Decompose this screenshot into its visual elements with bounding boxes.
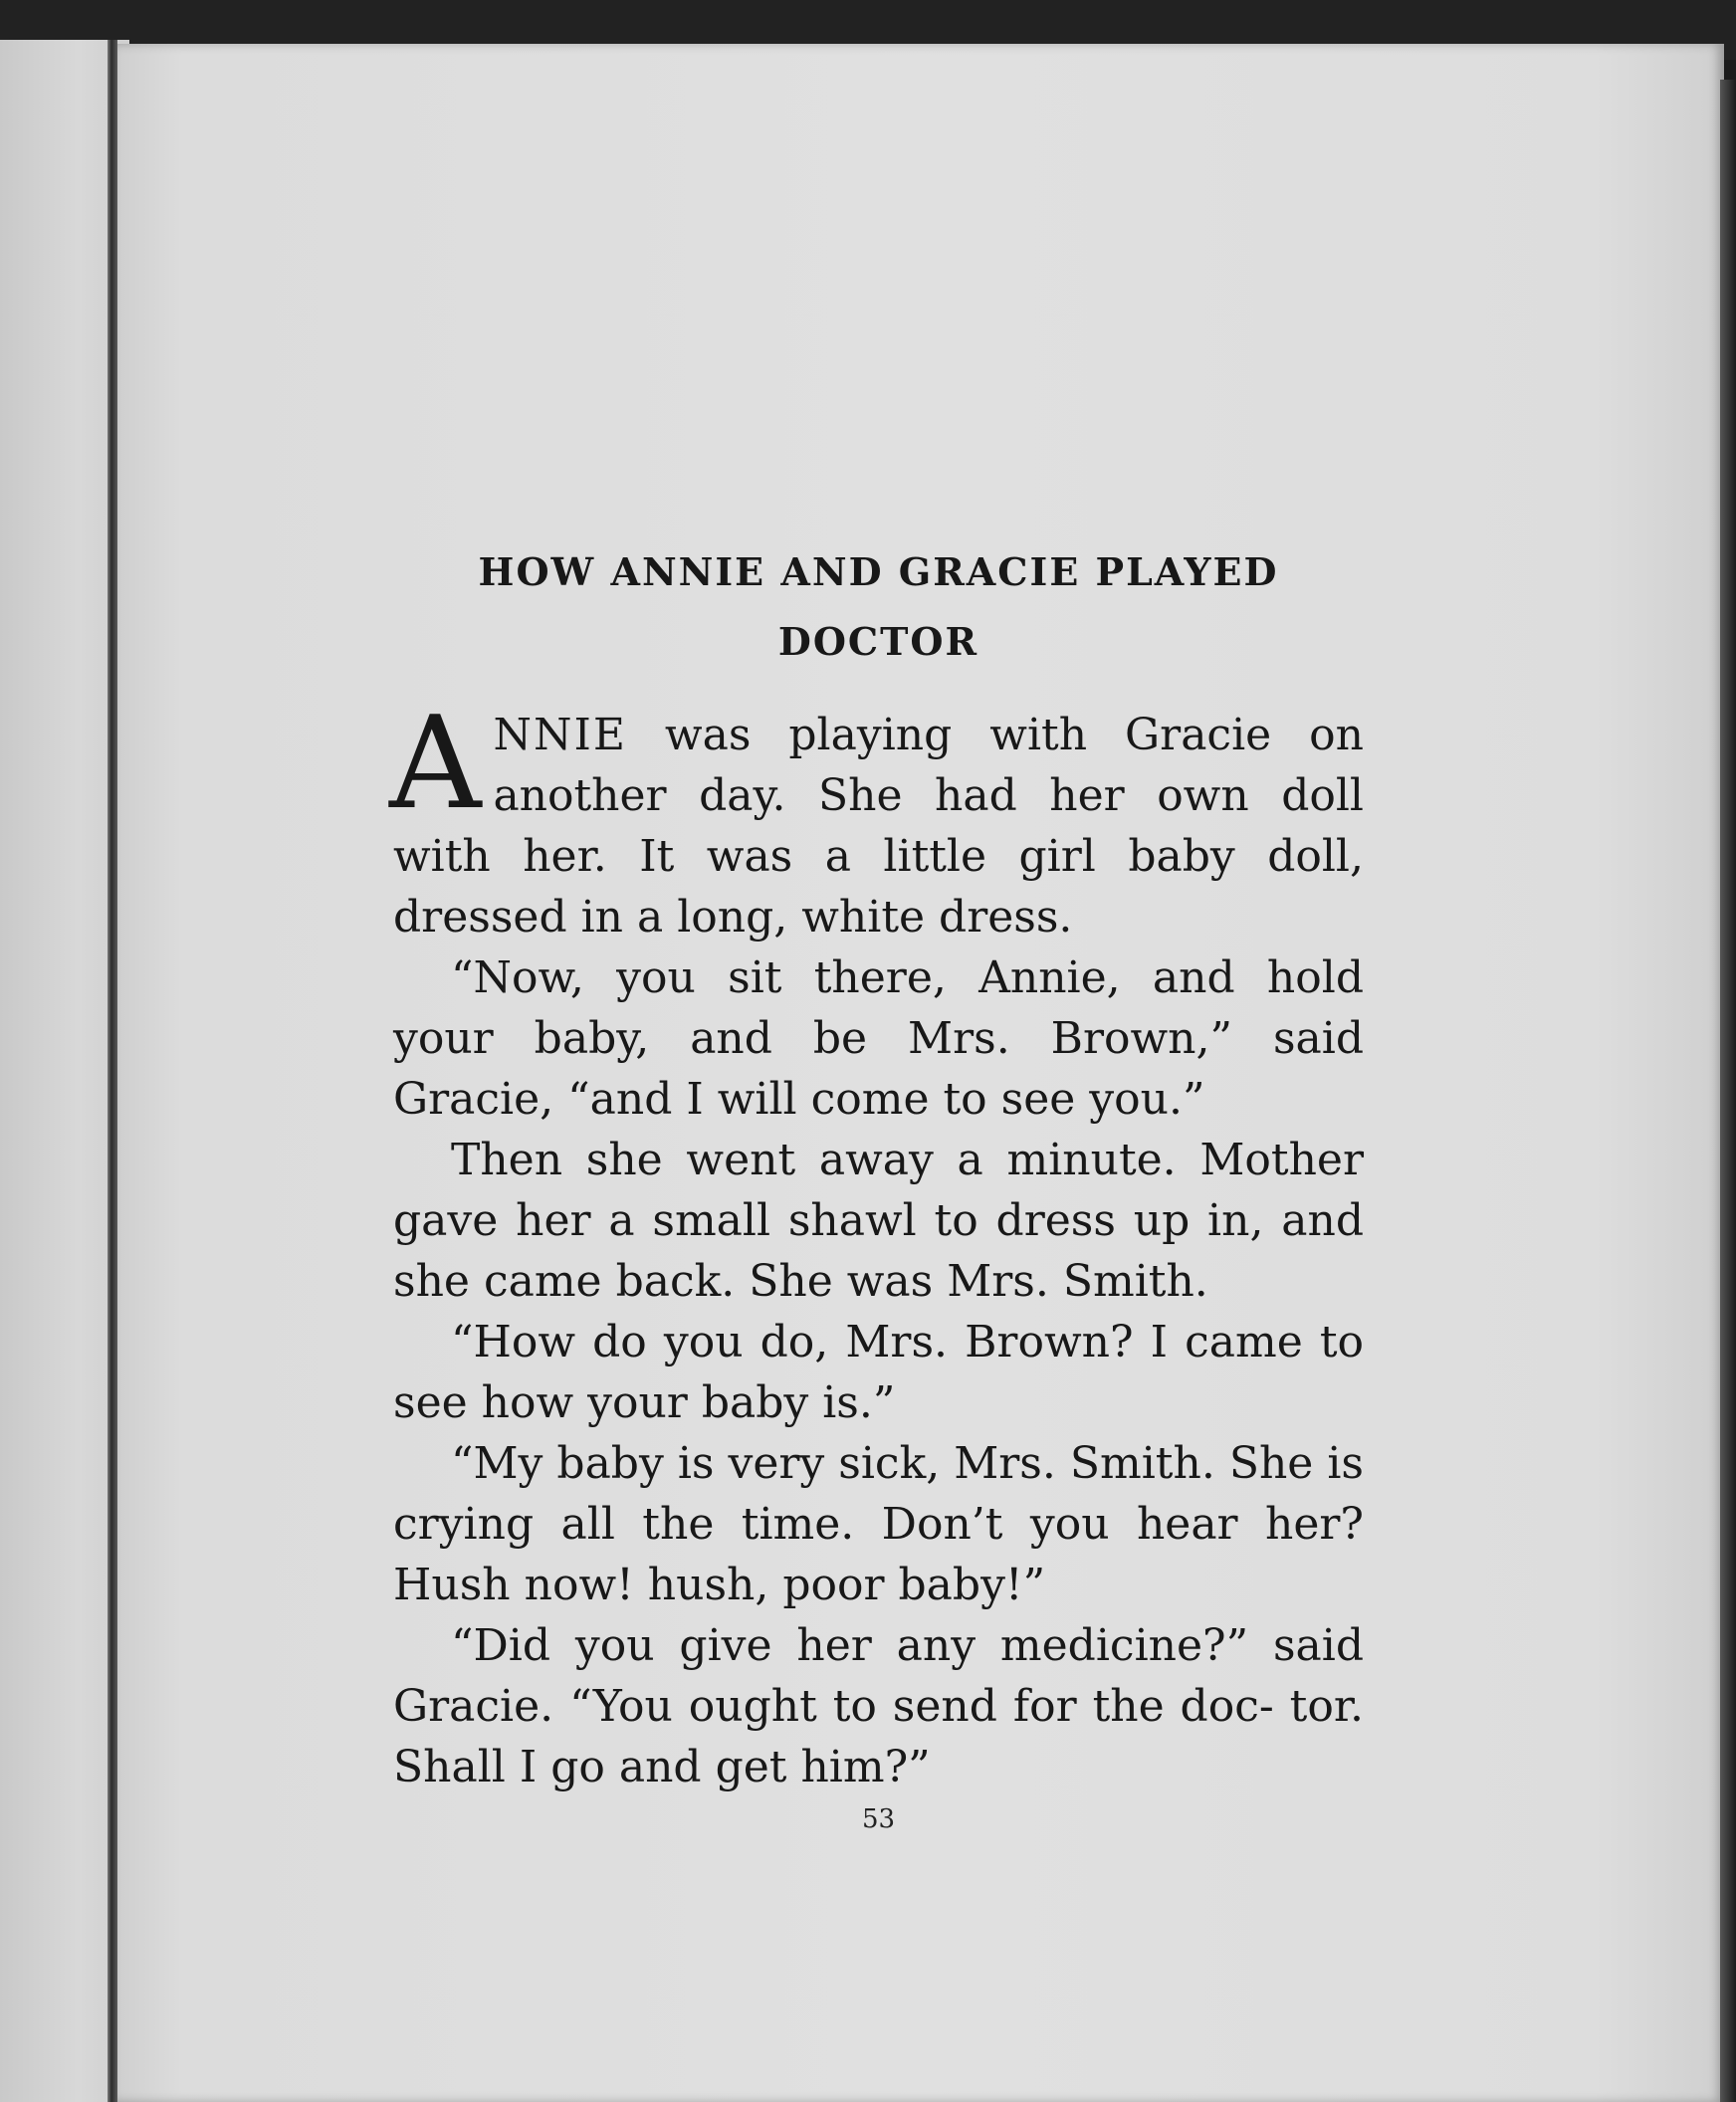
paragraph-2: “Now, you sit there, Annie, and hold your baby, and be Mrs. Brown,” said Gracie, “and I will come to see you.” (393, 952, 1364, 1125)
chapter-title-line-1: HOW ANNIE AND GRACIE PLAYED (478, 549, 1279, 594)
chapter-title-line-2: DOCTOR (777, 619, 979, 664)
paragraph-1 (389, 690, 1364, 947)
page-right-edge (1720, 80, 1736, 2102)
chapter-title (393, 537, 1364, 677)
paragraph-1-text: was playing with Gracie on another day. She had her own doll with her. It was a little girl baby doll, dressed in a long, white dress. (393, 710, 1364, 943)
page-number: 53 (861, 1804, 896, 1834)
paragraph-4: “How do you do, Mrs. Brown? I came to see how your baby is.” (393, 1317, 1364, 1428)
drop-cap: A (389, 690, 482, 838)
page-text (389, 537, 1364, 1834)
book-gutter (108, 40, 117, 2102)
opening-word-caps: NNIE (493, 710, 627, 760)
paragraph-5: “My baby is very sick, Mrs. Smith. She is crying all the time. Don’t you hear her? Hush now! hush, poor baby!” (393, 1438, 1364, 1610)
chapter-body (389, 690, 1364, 1797)
paragraph-3: Then she went away a minute. Mother gave her a small shawl to dress up in, and she came back. She was Mrs. Smith. (393, 1135, 1364, 1307)
paragraph-6: “Did you give her any medicine?” said Gracie. “You ought to send for the doc- tor. Shall I go and get him?” (393, 1620, 1364, 1792)
